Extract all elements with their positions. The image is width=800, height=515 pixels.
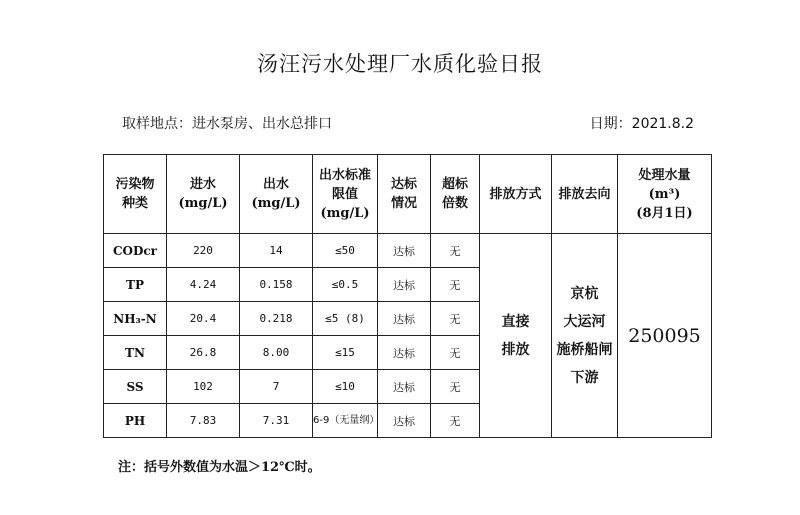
outflow-value: 7.31 [240,404,313,438]
pollutant-name: TN [104,336,167,370]
pollutant-name: CODcr [104,234,167,268]
header-volume: 处理水量 (m³) (8月1日) [618,155,712,234]
exceed-value: 无 [431,336,480,370]
treated-volume: 250095 [618,234,712,438]
status-value: 达标 [378,268,431,302]
outflow-value: 0.218 [240,302,313,336]
report-date: 日期：2021.8.2 [589,116,694,132]
inflow-value: 102 [167,370,240,404]
exceed-value: 无 [431,370,480,404]
inflow-value: 4.24 [167,268,240,302]
footnote: 注：括号外数值为水温＞12℃时。 [118,460,321,475]
status-value: 达标 [378,370,431,404]
sampling-location: 取样地点：进水泵房、出水总排口 [122,116,332,132]
limit-value: ≤0.5 [313,268,378,302]
status-value: 达标 [378,302,431,336]
inflow-value: 26.8 [167,336,240,370]
header-limit: 出水标准 限值 (mg/L) [313,155,378,234]
header-pollutant: 污染物 种类 [104,155,167,234]
limit-value: ≤5 (8) [313,302,378,336]
pollutant-name: NH₃-N [104,302,167,336]
outflow-value: 14 [240,234,313,268]
limit-value: ≤50 [313,234,378,268]
limit-value: ≤15 [313,336,378,370]
outflow-value: 8.00 [240,336,313,370]
status-value: 达标 [378,336,431,370]
header-status: 达标 情况 [378,155,431,234]
discharge-direction: 京杭 大运河 施桥船闸 下游 [552,234,618,438]
inflow-value: 7.83 [167,404,240,438]
inflow-value: 220 [167,234,240,268]
water-quality-table [103,154,712,438]
exceed-value: 无 [431,234,480,268]
header-row [104,155,712,234]
info-row [122,113,694,133]
exceed-value: 无 [431,268,480,302]
exceed-value: 无 [431,404,480,438]
outflow-value: 0.158 [240,268,313,302]
header-discharge-direction: 排放去向 [552,155,618,234]
limit-value: 6-9（无量纲） [313,404,378,438]
outflow-value: 7 [240,370,313,404]
exceed-value: 无 [431,302,480,336]
header-exceed: 超标 倍数 [431,155,480,234]
report-title: 汤汪污水处理厂水质化验日报 [257,52,543,76]
limit-value: ≤10 [313,370,378,404]
table-row [104,234,712,268]
pollutant-name: SS [104,370,167,404]
header-inflow: 进水 (mg/L) [167,155,240,234]
pollutant-name: PH [104,404,167,438]
status-value: 达标 [378,404,431,438]
header-outflow: 出水 (mg/L) [240,155,313,234]
discharge-method: 直接 排放 [480,234,552,438]
header-discharge-method: 排放方式 [480,155,552,234]
inflow-value: 20.4 [167,302,240,336]
status-value: 达标 [378,234,431,268]
pollutant-name: TP [104,268,167,302]
